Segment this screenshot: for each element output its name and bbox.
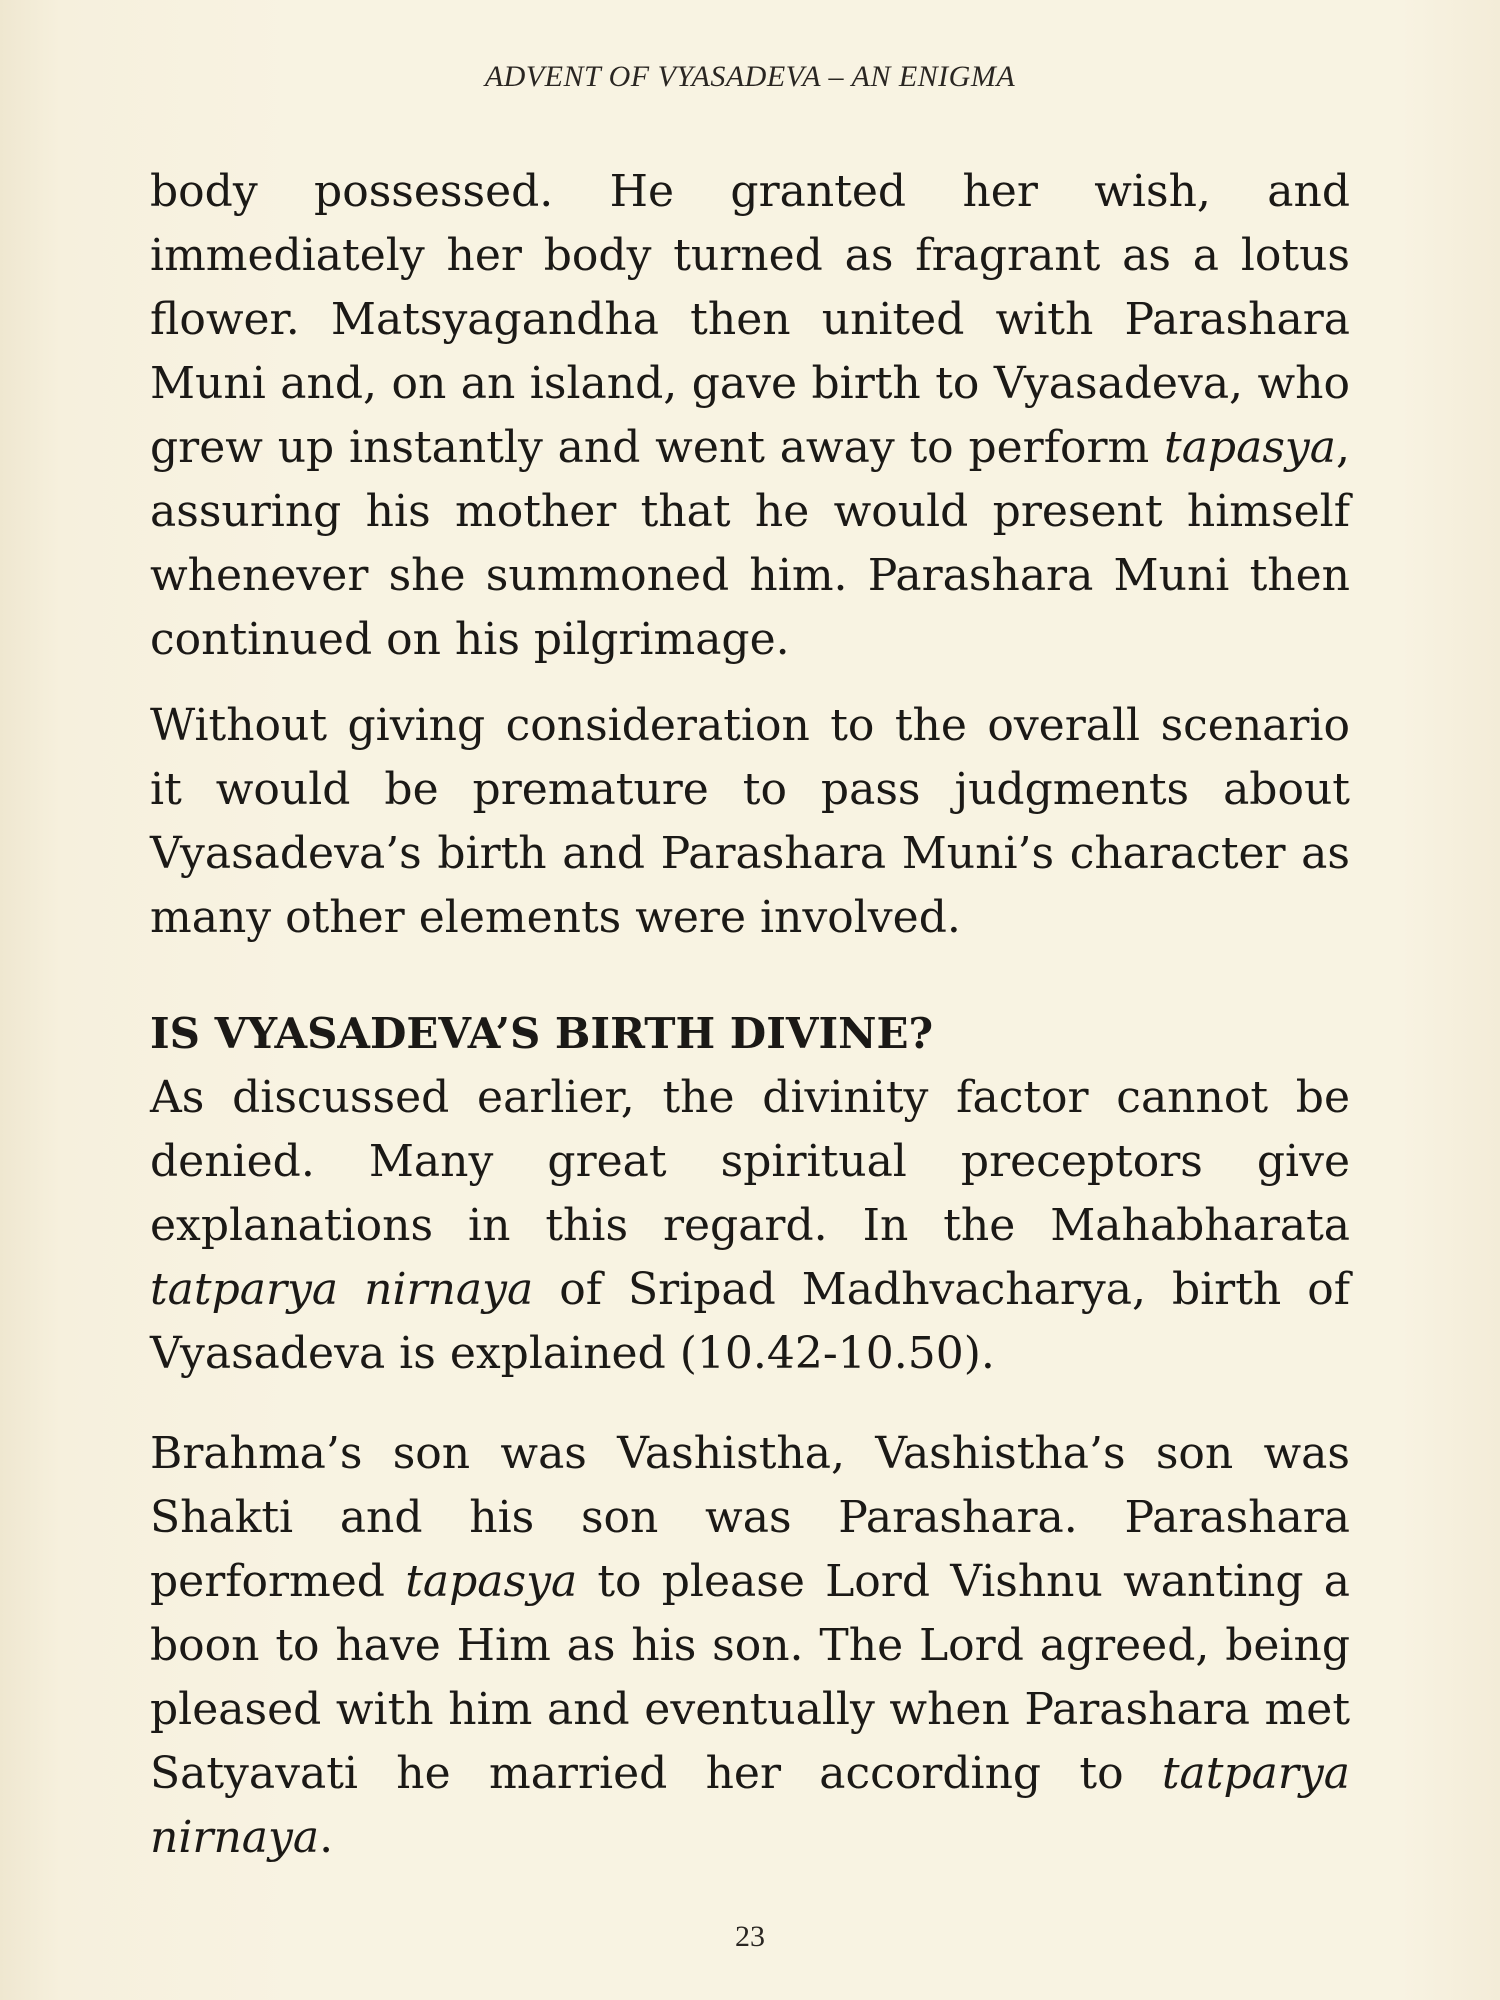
paragraph-1 (150, 160, 1350, 672)
paragraph-1-text-2: , assuring his mother that he would present himself whenever she summoned him. Parashara Muni then continued on his pilgrimage. (150, 422, 1350, 665)
paragraph-4-text: Brahma’s son was Vashistha, Vashistha’s son was Shakti and his son was Parashara. Parashara performed (150, 1428, 1350, 1607)
paragraph-1-italic: tapasya (1164, 422, 1336, 473)
paragraph-3-text-2: of Sripad Madhvacharya, birth of Vyasadeva is explained (10.42-10.50). (150, 1264, 1350, 1379)
paragraph-3-italic: tatparya nirnaya (150, 1264, 534, 1315)
paragraph-3 (150, 1066, 1350, 1386)
page-body (150, 160, 1350, 1870)
running-head: ADVENT OF VYASADEVA – AN ENIGMA (484, 60, 1016, 93)
paragraph-3-text: As discussed earlier, the divinity factor cannot be denied. Many great spiritual preceptors give explanations in this regard. In the Mahabharata (150, 1072, 1350, 1251)
paragraph-4-text-3: . (319, 1812, 334, 1863)
paragraph-1-text: body possessed. He granted her wish, and immediately her body turned as fragrant as a lotus flower. Matsyagandha then united with Parashara Muni and, on an island, gave birth to Vyasadeva, who grew up instantly and went away to perform (150, 166, 1350, 473)
paragraph-4-italic-2: tatparya nirnaya (150, 1748, 1350, 1863)
paragraph-4 (150, 1422, 1350, 1870)
section-heading: IS VYASADEVA’S BIRTH DIVINE? (150, 1009, 934, 1058)
paragraph-4-text-2: to please Lord Vishnu wanting a boon to have Him as his son. The Lord agreed, being pleased with him and eventually when Parashara met Satyavati he married her according to (150, 1556, 1350, 1799)
page-number: 23 (735, 1920, 765, 1953)
paragraph-4-italic-1: tapasya (405, 1556, 578, 1607)
paragraph-2: Without giving consideration to the overall scenario it would be premature to pass judgments about Vyasadeva’s birth and Parashara Muni’s character as many other elements were involved. (150, 700, 1350, 943)
